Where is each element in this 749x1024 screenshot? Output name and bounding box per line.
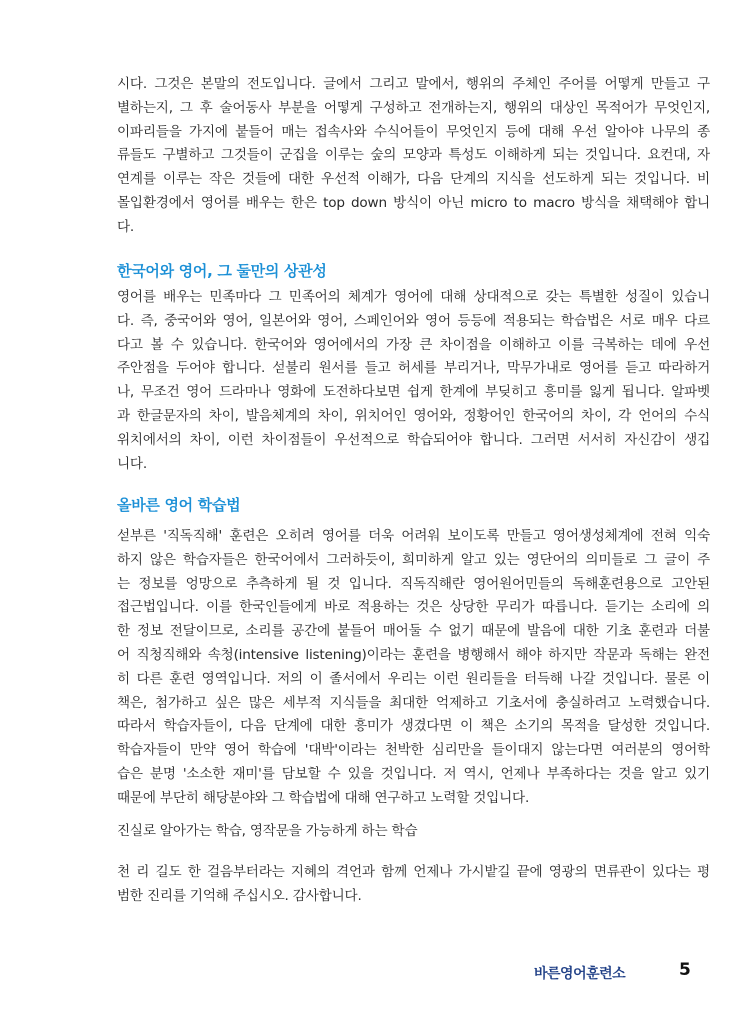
- text-line: 접근법입니다. 이를 한국인들에게 바로 적용하는 것은 상당한 무리가 따릅니다. 듣기는 소리에 의: [117, 599, 710, 616]
- text-line: 이파리들을 가지에 붙들어 매는 접속사와 수식어들이 무엇인지 등에 대해 우선 알아야 나무의 종: [117, 123, 710, 140]
- text-line: 섣부른 '직독직해' 훈련은 오히려 영어를 더욱 어려워 보이도록 만들고 영어생성체계에 전혀 익숙: [117, 528, 710, 544]
- paragraph-intro: [117, 73, 710, 240]
- text-line: 한 정보 전달이므로, 소리를 공간에 붙들어 매어둘 수 없기 때문에 발음에 대한 기초 훈련과 더불: [117, 623, 710, 640]
- page-number: 5: [679, 960, 691, 980]
- text-line: 하지 않은 학습자들은 한국어에서 그러하듯이, 희미하게 알고 있는 영단어의 의미들로 그 글이 주: [117, 551, 710, 568]
- text-line: 별하는지, 그 후 술어동사 부분을 어떻게 구성하고 전개하는지, 행위의 대상인 목적어가 무엇인지,: [117, 99, 710, 116]
- text-line: 어 직청직해와 속청(intensive listening)이라는 훈련을 병행해서 해야 하지만 작문과 독해는 완전: [117, 646, 710, 663]
- text-line: 범한 진리를 기억해 주십시오. 감사합니다.: [117, 887, 362, 904]
- text-line: 때문에 부단히 해당분야와 그 학습법에 대해 연구하고 노력할 것입니다.: [117, 789, 530, 806]
- text-line: 류들도 구별하고 그것들이 군집을 이루는 숲의 모양과 특성도 이해하게 되는 것입니다. 요컨대, 자: [117, 147, 710, 164]
- text-line: 는 정보를 엉망으로 추측하게 될 것 입니다. 직독직해란 영어원어민들의 독해훈련용으로 고안된: [117, 575, 710, 592]
- text-line: 책은, 첨가하고 싶은 많은 세부적 지식들을 최대한 억제하고 기초서에 충실하려고 노력했습니다.: [117, 694, 710, 711]
- paragraph-correlation: [117, 286, 710, 476]
- text-line: 따라서 학습자들이, 다음 단계에 대한 흥미가 생겼다면 이 책은 소기의 목적을 달성한 것입니다.: [117, 718, 710, 735]
- text-line: 다.: [117, 218, 135, 235]
- paragraph-method: [117, 525, 710, 811]
- section-heading: 올바른 영어 학습법: [117, 496, 241, 514]
- text-line: 다. 즉, 중국어와 영어, 일본어와 영어, 스페인어와 영어 등등에 적용되는 학습법은 서로 매우 다르: [117, 312, 710, 329]
- text-line: 과 한글문자의 차이, 발음체계의 차이, 위치어인 영어와, 정황어인 한국어의 차이, 각 언어의 수식: [117, 407, 710, 424]
- paragraph-closing: [117, 861, 710, 909]
- text-line: 학습자들이 만약 영어 학습에 '대박'이라는 천박한 심리만을 들이대지 않는다면 여러분의 영어학: [117, 742, 710, 759]
- text-line: 나, 무조건 영어 드라마나 영화에 도전하다보면 쉽게 한계에 부딪히고 흥미를 잃게 됩니다. 알파벳: [117, 384, 710, 401]
- paragraph-tagline: [117, 820, 710, 844]
- text-line: 몰입환경에서 영어를 배우는 한은 top down 방식이 아닌 micro to macro 방식을 채택해야 합니: [117, 194, 710, 211]
- section-heading: 한국어와 영어, 그 둘만의 상관성: [117, 262, 327, 280]
- text-line: 연계를 이루는 작은 것들에 대한 우선적 이해가, 다음 단계의 지식을 선도하게 되는 것입니다. 비: [117, 171, 710, 188]
- text-line: 시다. 그것은 본말의 전도입니다. 글에서 그리고 말에서, 행위의 주체인 주어를 어떻게 만들고 구: [117, 76, 710, 92]
- text-line: 니다.: [117, 455, 147, 472]
- text-line: 위치에서의 차이, 이런 차이점들이 우선적으로 학습되어야 합니다. 그러면 서서히 자신감이 생깁: [117, 431, 710, 448]
- text-line: 천 리 길도 한 걸음부터라는 지혜의 격언과 함께 언제나 가시밭길 끝에 영광의 면류관이 있다는 평: [117, 864, 710, 880]
- text-line: 주안점을 두어야 합니다. 섣불리 원서를 들고 허세를 부리거나, 막무가내로 영어를 듣고 따라하거: [117, 360, 710, 377]
- text-line: 습은 분명 '소소한 재미'를 담보할 수 있을 것입니다. 저 역시, 언제나 부족하다는 것을 알고 있기: [117, 765, 710, 782]
- text-line: 진실로 알아가는 학습, 영작문을 가능하게 하는 학습: [117, 823, 418, 839]
- footer-brand: 바른영어훈련소: [534, 966, 626, 982]
- text-line: 다고 볼 수 있습니다. 한국어와 영어에서의 가장 큰 차이점을 이해하고 이를 극복하는 데에 우선: [117, 336, 710, 353]
- text-line: 히 다른 훈련 영역입니다. 저의 이 졸서에서 우리는 이런 원리들을 터득해 나갈 것입니다. 물론 이: [117, 670, 710, 687]
- text-line: 영어를 배우는 민족마다 그 민족어의 체계가 영어에 대해 상대적으로 갖는 특별한 성질이 있습니: [117, 289, 710, 305]
